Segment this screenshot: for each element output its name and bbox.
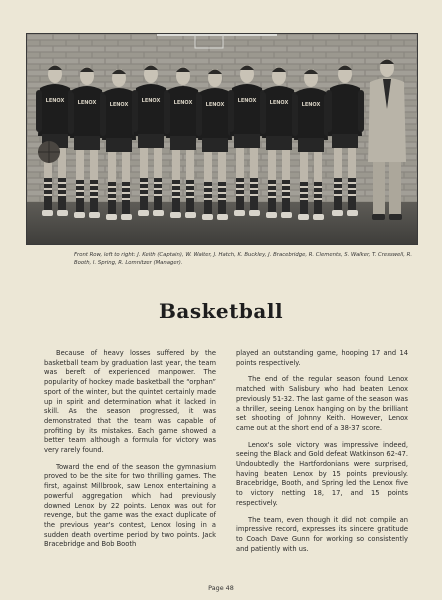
jersey-lettering: LENOX [269, 100, 289, 106]
jersey-lettering: LENOX [109, 102, 129, 108]
jersey-lettering: LENOX [237, 98, 257, 104]
jersey-lettering: LENOX [301, 102, 321, 108]
paragraph: Because of heavy losses suffered by the basketball team by graduation last year, the team was bereft of experienced manpower. The popularity of hockey made basketball the “orphan” sport of the winter, but the quintet certainly made up in spirit and determination what it lacked in skill. As the season progressed, it was demonstrated that the team was capable of profiting by its mistakes. Each game showed a better team although a formula for victory was very rarely found. [44, 349, 216, 455]
jersey-lettering: LENOX [77, 100, 97, 106]
jersey-lettering: LENOX [141, 98, 161, 104]
paragraph: played an outstanding game, hooping 17 and 14 points respectively. [236, 349, 408, 367]
jersey-lettering: LENOX [205, 102, 225, 108]
photo-caption: Front Row, left to right: J. Keith (Captain), W. Walter, J. Hatch, K. Buckley, J. Bracebridge, R. Clements, S. Walker, T. Cresswell, R. Booth, I. Spring, R. Lomnitzer (Manager). [74, 252, 412, 266]
paragraph: Toward the end of the season the gymnasium proved to be the site for two thrilling games. The first, against Millbrook, saw Lenox entertaining a powerful aggregation which had previously downed Lenox by 22 points. Lenox was out for revenge, but the game was the exact duplicate of the previous year's contest, Lenox losing in a sudden death overtime period by two points. Jack Bracebridge and Bob Booth [44, 462, 216, 549]
paragraph: The end of the regular season found Lenox matched with Salisbury who had beaten Lenox previously 51-32. The last game of the season was a thriller, seeing Lenox hanging on by the brilliant set shooting of Johnny Keith. However, Lenox came out at the short end of a 38-37 score. [236, 375, 408, 432]
jersey-lettering: LENOX [45, 98, 65, 104]
basketball-icon [38, 141, 60, 163]
left-column [44, 349, 216, 557]
team-photo [26, 33, 418, 245]
page-number: Page 48 [208, 584, 234, 592]
right-column [236, 349, 408, 561]
page-title: Basketball [158, 299, 284, 323]
paragraph: The team, even though it did not compile an impressive record, expresses its sincere gratitude to Coach Dave Gunn for working so consistently and patiently with us. [236, 515, 408, 553]
jersey-lettering: LENOX [173, 100, 193, 106]
paragraph: Lenox's sole victory was impressive indeed, seeing the Black and Gold defeat Watkinson 62-47. Undoubtedly the Hartfordonians were surprised, having beaten Lenox by 15 points previously. Bracebridge, Booth, and Spring led the Lenox five to victory netting 18, 17, and 15 points respectively. [236, 440, 408, 507]
